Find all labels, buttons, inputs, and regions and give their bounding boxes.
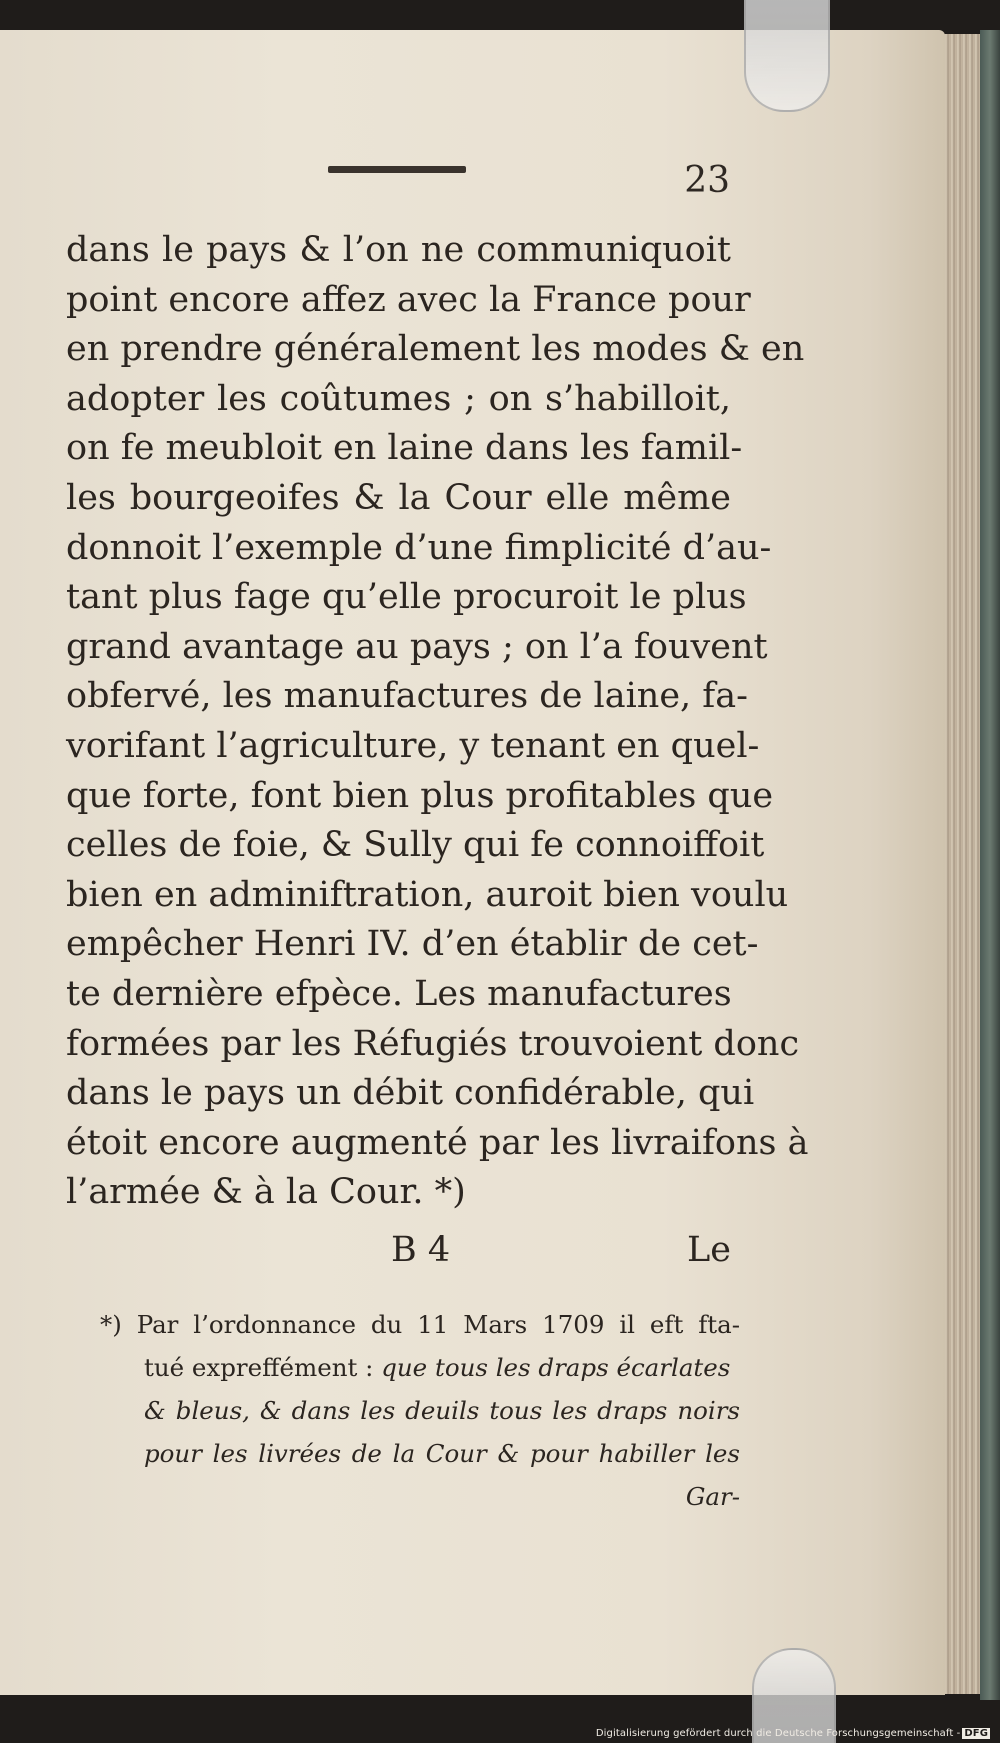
body-line: te dernière efpèce. Les manufactures xyxy=(66,973,732,1014)
body-text xyxy=(66,226,809,1218)
footnote xyxy=(100,1303,740,1518)
body-line: étoit encore augmenté par les livraifons à xyxy=(66,1122,809,1163)
body-line: obfervé, les manufactures de laine, fa- xyxy=(66,676,748,717)
body-line: vorifant l’agriculture, y tenant en quel- xyxy=(66,725,760,766)
body-line: grand avantage au pays ; on l’a fouvent xyxy=(66,626,768,667)
catchline xyxy=(66,1230,731,1280)
credit-text: Digitalisierung gefördert durch die Deutsche Forschungsgemeinschaft - xyxy=(595,1728,961,1739)
body-line: en prendre généralement les modes & en xyxy=(66,329,805,370)
footnote-roman-text: tué expreffément : xyxy=(144,1353,382,1382)
body-line: les bourgeoifes & la Cour elle même xyxy=(66,477,731,518)
footnote-line xyxy=(100,1346,740,1389)
catchword: Le xyxy=(687,1230,731,1270)
body-line: dans le pays un débit confidérable, qui xyxy=(66,1073,755,1114)
footnote-catchword: Gar- xyxy=(685,1482,740,1511)
body-line: donnoit l’exemple d’une fimplicité d’au- xyxy=(66,527,772,568)
body-line: adopter les coûtumes ; on s’habilloit, xyxy=(66,378,731,419)
footnote-italic-text: que tous les draps écarlates xyxy=(381,1353,731,1382)
body-line: dans le pays & l’on ne communiquoit xyxy=(66,230,731,270)
body-line: que forte, font bien plus profitables que xyxy=(66,775,774,816)
body-line: formées par les Réfugiés trouvoient donc xyxy=(66,1023,800,1064)
footnote-line: pour les livrées de la Cour & pour habiller les xyxy=(144,1439,740,1468)
page-edges xyxy=(942,34,984,1694)
footnote-line: & bleus, & dans les deuils tous les draps noirs xyxy=(144,1396,740,1425)
signature-mark: B 4 xyxy=(391,1230,451,1270)
body-line: point encore affez avec la France pour xyxy=(66,279,751,320)
body-line: on fe meubloit en laine dans les famil- xyxy=(66,428,743,469)
digitization-credit xyxy=(596,1728,990,1739)
page-number: 23 xyxy=(684,160,730,201)
body-line: tant plus fage qu’elle procuroit le plus xyxy=(66,577,747,618)
dfg-logo: DFG xyxy=(964,1728,988,1739)
body-line: celles de foie, & Sully qui fe connoiffoit xyxy=(66,825,765,866)
body-line: bien en adminiftration, auroit bien voulu xyxy=(66,874,789,915)
body-line: empêcher Henri IV. d’en établir de cet- xyxy=(66,924,759,965)
page-clip-top xyxy=(744,0,830,112)
footnote-line: *) Par l’ordonnance du 11 Mars 1709 il eft fta- xyxy=(100,1310,740,1339)
body-line: l’armée & à la Cour. *) xyxy=(66,1172,466,1213)
book-cover-edge xyxy=(980,30,1000,1700)
header-rule xyxy=(328,166,466,173)
